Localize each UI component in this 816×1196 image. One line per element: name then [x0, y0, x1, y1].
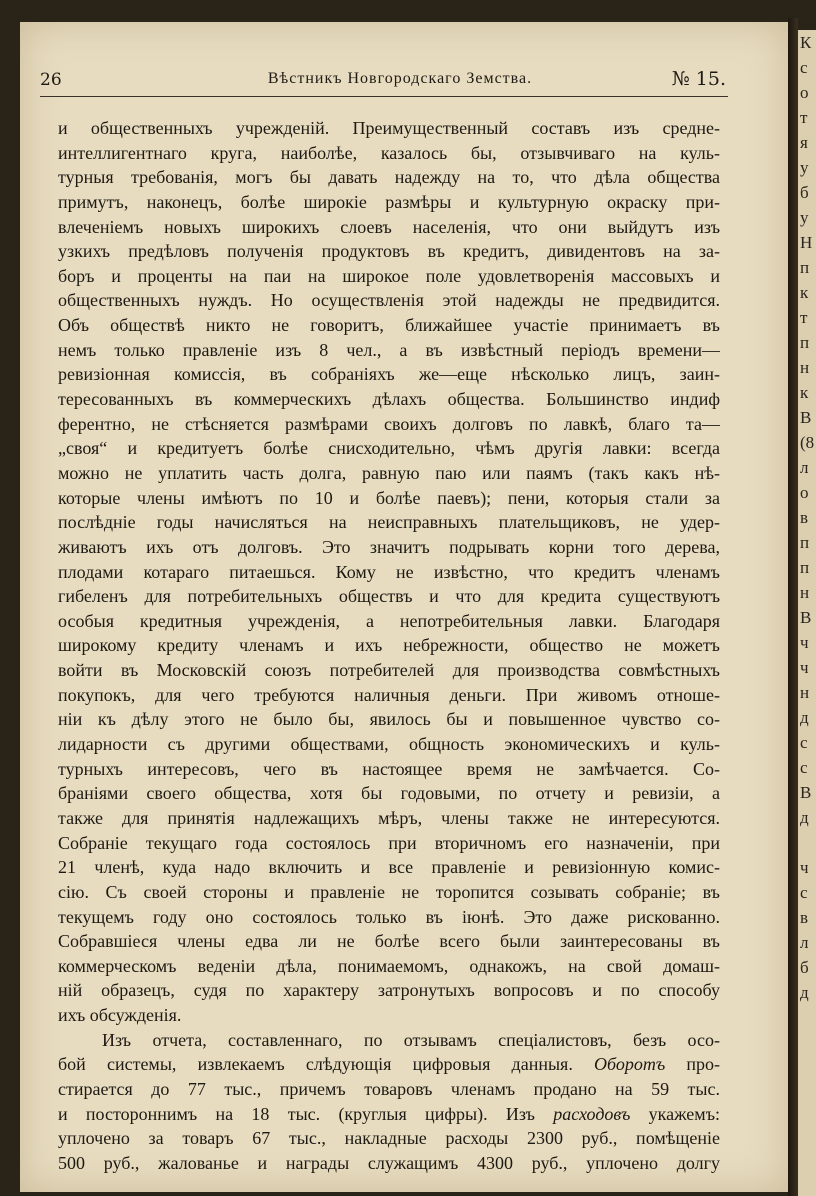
text-line: ферентно, не стѣсняется размѣрами своихъ долговъ по лавкѣ, благо та— [58, 413, 720, 434]
text-line: широкому кредиту членамъ и ихъ небрежности, общество не можетъ [58, 635, 720, 656]
paragraph-1 [58, 116, 720, 1028]
text-line: ній образецъ, судя по характеру затронутыхъ вопросовъ и по способу [58, 980, 720, 1001]
text-line: Собраніе текущаго года состоялось при вторичномъ его назначеніи, при [58, 832, 720, 853]
text-line: стирается до 77 тыс., причемъ товаровъ членамъ продано на 59 тыс. [58, 1078, 720, 1099]
edge-glyph: у [800, 208, 809, 227]
edge-glyph: т [800, 108, 808, 127]
edge-glyph: у [800, 158, 809, 177]
edge-glyph [798, 830, 816, 855]
edge-glyph: В [800, 408, 812, 427]
text-line: 21 членѣ, куда надо включить и все правленіе и ревизіонную комис- [58, 857, 720, 878]
text-line: влеченіемъ новыхъ широкихъ слоевъ населенія, что они выйдутъ изъ [58, 216, 720, 237]
text-line: узкихъ предѣловъ полученія продуктовъ въ кредитъ, дивидентовъ на за- [58, 241, 720, 262]
text-line: примутъ, наконецъ, болѣе широкіе размѣры и культурную окраску при- [58, 191, 720, 212]
edge-glyph: ч [800, 633, 809, 652]
edge-glyph: в [800, 508, 809, 527]
text-line: ніи къ дѣлу этого не было бы, явилось бы и повышенное чувство со- [58, 709, 720, 730]
edge-glyph: о [800, 83, 809, 102]
edge-glyph: п [800, 333, 810, 352]
text-line: Собравшіеся члены едва ли не болѣе всего были заинтересованы въ [58, 931, 720, 952]
journal-title: Вѣстникъ Новгородскаго Земства. [267, 70, 533, 87]
edge-glyph: н [800, 358, 810, 377]
text-line: особыя кредитныя учрежденія, а непотребительныя лавки. Благодаря [58, 610, 720, 631]
text-line: лидарности съ другими обществами, общность экономическихъ и куль- [58, 734, 720, 755]
edge-glyph: б [800, 958, 809, 977]
text-line: тересованныхъ въ коммерческихъ дѣлахъ общества. Большинство индиф [58, 389, 720, 410]
edge-glyph: я [800, 133, 808, 152]
edge-glyph: н [800, 583, 810, 602]
edge-glyph: п [800, 558, 810, 577]
emphasis-raskhodov: расходовъ [553, 1103, 631, 1124]
edge-glyph: (8 [800, 433, 815, 452]
text-line: Изъ отчета, составленнаго, по отзывамъ спеціалистовъ, безъ осо- [102, 1029, 720, 1050]
edge-glyph: с [800, 58, 808, 77]
paragraph-2 [58, 1028, 720, 1176]
edge-glyph: к [800, 383, 809, 402]
edge-glyph: т [800, 308, 808, 327]
edge-glyph: л [800, 458, 809, 477]
text-line: можно не уплатить часть долга, равную паю или паямъ (такъ какъ нѣ- [58, 462, 720, 483]
edge-glyph: с [800, 758, 808, 777]
edge-glyph: В [800, 783, 812, 802]
text-line: которые члены имѣютъ по 10 и болѣе паевъ); пени, которыя стали за [58, 487, 720, 508]
text-line: плодами котараго питаешься. Кому не извѣстно, что кредитъ членамъ [58, 561, 720, 582]
adjacent-page-edge [798, 30, 816, 1196]
edge-glyph: Н [800, 233, 813, 252]
text-line: сію. Съ своей стороны и правленіе не торопится созывать собраніе; въ [58, 881, 720, 902]
text-line: и постороннимъ на 18 тыс. (круглыя цифры). Изъ расходовъ укажемъ: [58, 1103, 720, 1124]
edge-glyph: п [800, 533, 810, 552]
text-line: общественныхъ нуждъ. Но осуществленія этой надежды не предвидится. [58, 290, 720, 311]
text-line: бой системы, извлекаемъ слѣдующія цифровыя данныя. Оборотъ про- [58, 1054, 720, 1075]
text-line: браніями своего общества, хотя бы годовыми, по отчету и ревизіи, а [58, 783, 720, 804]
edge-glyph: к [800, 283, 809, 302]
text-line: турныхъ интересовъ, чего въ настоящее время не замѣчается. Со- [58, 758, 720, 779]
body-text [58, 116, 720, 1176]
edge-glyph: б [800, 183, 809, 202]
text-line: немъ только правленіе изъ 8 чел., а въ извѣстный періодъ времени— [58, 339, 720, 360]
edge-glyph: ч [800, 658, 809, 677]
text-line: 500 руб., жалованье и награды служащимъ 4300 руб., уплочено долгу [58, 1152, 720, 1173]
edge-glyph: К [800, 33, 812, 52]
text-line: послѣдніе годы начисляться на неисправныхъ плательщиковъ, не удер- [58, 512, 720, 533]
text-line: войти въ Московскій союзъ потребителей для производства совмѣстныхъ [58, 660, 720, 681]
text-line: коммерческомъ веденіи дѣла, понимаемомъ, однакожъ, на свой домаш- [58, 955, 720, 976]
text-line: текущемъ году оно состоялось только въ іюнѣ. Это даже рискованно. [58, 906, 720, 927]
edge-glyph: В [800, 608, 812, 627]
text-line: Объ обществѣ никто не говоритъ, ближайшее участіе принимаетъ въ [58, 315, 720, 336]
book-gutter [788, 18, 798, 1196]
text-line: „своя“ и кредитуетъ болѣе снисходительно, чѣмъ другія лавки: всегда [58, 438, 720, 459]
issue-number: № 15. [671, 68, 726, 90]
edge-glyph: л [800, 933, 809, 952]
text-line: турныя требованія, могъ бы давать надежду на то, что дѣла общества [58, 167, 720, 188]
text-line: ревизіонная комиссія, въ собраніяхъ же—еще нѣсколько лицъ, заин- [58, 364, 720, 385]
edge-glyph: о [800, 483, 809, 502]
edge-glyph: д [800, 708, 809, 727]
edge-glyph: д [800, 983, 809, 1002]
edge-glyph: п [800, 258, 810, 277]
text-line: ихъ обсужденія. [58, 1005, 182, 1026]
edge-glyph: в [800, 908, 809, 927]
text-line: и общественныхъ учрежденій. Преимущественный составъ изъ средне- [58, 118, 720, 138]
emphasis-oborot: Оборотъ [594, 1054, 666, 1075]
edge-glyph: д [800, 808, 809, 827]
page-number: 26 [40, 70, 62, 90]
text-line: также для принятія надлежащихъ мѣръ, члены также не интересуются. [58, 807, 720, 828]
edge-glyph: с [800, 883, 808, 902]
text-line: уплочено за товаръ 67 тыс., накладные расходы 2300 руб., помѣщеніе [58, 1128, 720, 1149]
edge-glyph: н [800, 683, 810, 702]
text-line: покупокъ, для чего требуются наличныя деньги. При живомъ отноше- [58, 684, 720, 705]
text-line: гибеленъ для потребительныхъ обществъ и что для кредита существуютъ [58, 586, 720, 607]
text-line: боръ и проценты на паи на широкое поле удовлетворенія массовыхъ и [58, 265, 720, 286]
text-line: живаютъ ихъ отъ долговъ. Это значитъ подрывать корни того дерева, [58, 536, 720, 557]
edge-glyph: с [800, 733, 808, 752]
text-line: интеллигентнаго круга, наиболѣе, казалось бы, отзывчиваго на куль- [58, 142, 720, 163]
running-header [40, 68, 728, 97]
edge-glyph: ч [800, 858, 809, 877]
